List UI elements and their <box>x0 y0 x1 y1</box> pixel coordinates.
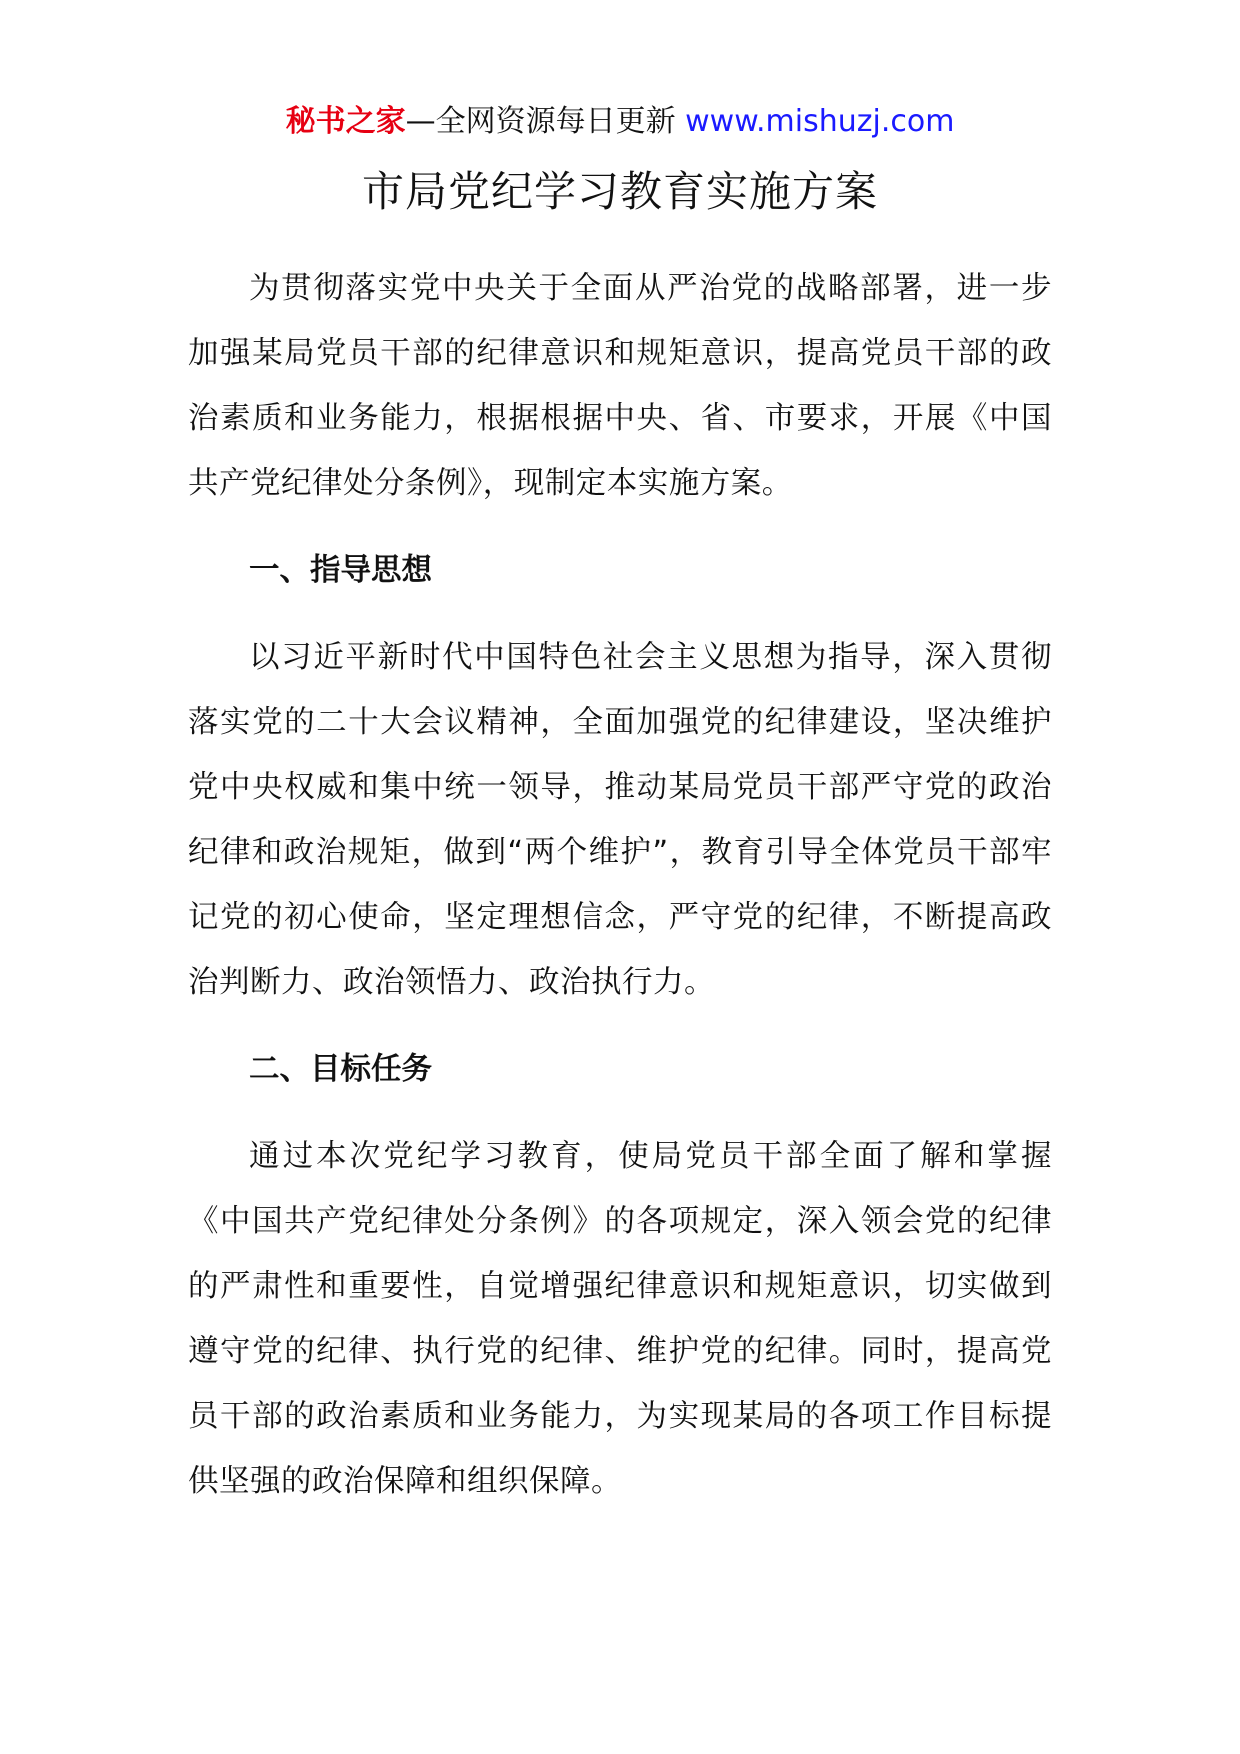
site-header <box>0 100 1240 144</box>
section-paragraph-guiding-ideology: 以习近平新时代中国特色社会主义思想为指导，深入贯彻落实党的二十大会议精神，全面加强党的纪律建设，坚决维护党中央权威和集中统一领导，推动某局党员干部严守党的政治纪律和政治规矩，做到“两个维护”，教育引导全体党员干部牢记党的初心使命，坚定理想信念，严守党的纪律，不断提高政治判断力、政治领悟力、政治执行力。 <box>188 640 1052 1000</box>
section-heading-goals-tasks: 二、目标任务 <box>249 1052 432 1087</box>
section-heading-guiding-ideology: 一、指导思想 <box>249 553 432 588</box>
document-title: 市局党纪学习教育实施方案 <box>361 167 878 216</box>
site-brand: 秘书之家 <box>285 104 406 139</box>
document-body <box>188 256 1052 1514</box>
intro-paragraph: 为贯彻落实党中央关于全面从严治党的战略部署，进一步加强某局党员干部的纪律意识和规矩意识，提高党员干部的政治素质和业务能力，根据根据中央、省、市要求，开展《中国共产党纪律处分条例》，现制定本实施方案。 <box>188 271 1052 501</box>
section-paragraph-goals-tasks: 通过本次党纪学习教育，使局党员干部全面了解和掌握《中国共产党纪律处分条例》的各项规定，深入领会党的纪律的严肃性和重要性，自觉增强纪律意识和规矩意识，切实做到遵守党的纪律、执行党的纪律、维护党的纪律。同时，提高党员干部的政治素质和业务能力，为实现某局的各项工作目标提供坚强的政治保障和组织保障。 <box>188 1139 1052 1499</box>
site-tagline: —全网资源每日更新 <box>405 104 676 139</box>
site-url-link[interactable]: www.mishuzj.com <box>685 104 955 139</box>
